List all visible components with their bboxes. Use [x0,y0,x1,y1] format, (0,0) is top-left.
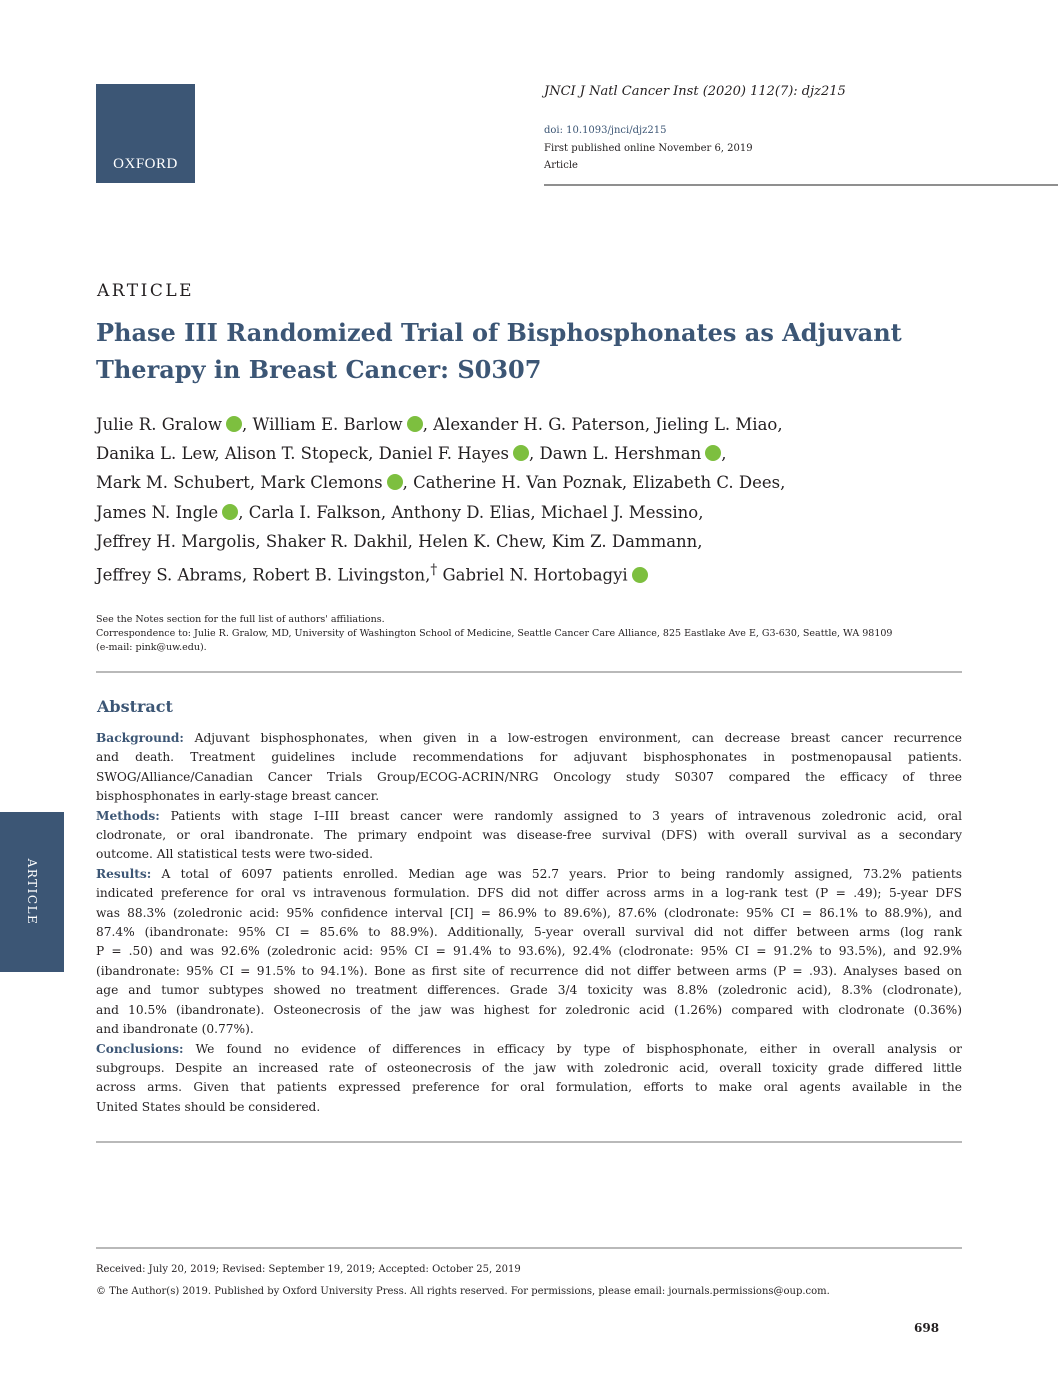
abstract-line: and death. Treatment guidelines include recommendations for adjuvant bisphosphonates in postmenopausal patients. [96,750,962,765]
abstract-line [96,1040,962,1059]
side-tab-label: ARTICLE [25,858,39,926]
abstract-line: outcome. All statistical tests were two-sided. [96,847,373,862]
conclusions-text: We found no evidence of differences in efficacy by type of bisphosphonate, either in overall analysis or [183,1041,962,1056]
dagger-mark: † [430,562,438,579]
received-dates: Received: July 20, 2019; Revised: September 19, 2019; Accepted: October 25, 2019 [96,1264,521,1275]
orcid-icon[interactable] [632,567,648,583]
copyright-notice: © The Author(s) 2019. Published by Oxford University Press. All rights reserved. For permissions, please email: journals.permissions@oup.com. [96,1286,830,1297]
email-note[interactable]: (e-mail: pink@uw.edu). [96,642,207,653]
author-text: , Carla I. Falkson, Anthony D. Elias, Michael J. Messino, [238,502,704,522]
journal-citation: JNCI J Natl Cancer Inst (2020) 112(7): djz215 [544,84,846,99]
methods-label: Methods: [96,808,160,823]
abstract-top-divider [96,671,962,673]
conclusions-label: Conclusions: [96,1041,184,1056]
abstract-line: indicated preference for oral vs intravenous formulation. DFS did not differ across arms in a log-rank test (P = .49); 5-year DFS [96,886,962,901]
author-text: Julie R. Gralow [96,415,222,434]
author-line [96,556,956,590]
orcid-icon[interactable] [705,445,721,461]
header-divider [544,184,1058,186]
author-text: Jeffrey S. Abrams, Robert B. Livingston, [96,565,431,585]
author-text: , Catherine H. Van Poznak, Elizabeth C. Dees, [402,473,786,493]
abstract-line [96,807,962,826]
section-side-tab [0,812,64,972]
author-text: , William E. Barlow [241,415,403,434]
oxford-logo [96,84,195,183]
article-title: Phase III Randomized Trial of Bisphosphonates as Adjuvant Therapy in Breast Cancer: S0307 [96,318,902,384]
author-text: James N. Ingle [96,502,219,522]
correspondence-note: Correspondence to: Julie R. Gralow, MD, University of Washington School of Medicine, Seattle Cancer Care Alliance, 825 Eastlake Ave E, G3-630, Seattle, WA 98109 [96,628,893,639]
publisher-name: OXFORD [113,156,178,172]
orcid-icon[interactable] [222,504,238,520]
results-label: Results: [96,866,152,881]
abstract-line: 87.4% (ibandronate: 95% CI = 85.6% to 88.9%). Additionally, 5-year overall survival did not differ between arms (log rank [96,925,962,940]
author-list [96,410,956,590]
abstract-line: and ibandronate (0.77%). [96,1022,254,1037]
background-text: Adjuvant bisphosphonates, when given in a low-estrogen environment, can decrease breast cancer recurrence [183,731,962,745]
abstract-line: was 88.3% (zoledronic acid: 95% confidence interval [CI] = 86.9% to 89.6%), 87.6% (clodronate: 95% CI = 86.1% to 88.9%), and [96,905,962,920]
abstract-line [96,729,962,748]
author-line [96,439,956,468]
author-text: Gabriel N. Hortobagyi [437,565,628,585]
abstract-line: bisphosphonates in early-stage breast cancer. [96,789,380,804]
author-text: , Alexander H. G. Paterson, Jieling L. Miao, [422,415,783,434]
orcid-icon[interactable] [387,474,403,490]
author-line [96,410,956,439]
methods-text: Patients with stage I–III breast cancer were randomly assigned to 3 years of intravenous zoledronic acid, oral [159,808,962,823]
orcid-icon[interactable] [226,416,242,432]
abstract-line: and 10.5% (ibandronate). Osteonecrosis of the jaw was highest for zoledronic acid (1.26%) compared with clodronate (0.36%) [96,1002,962,1017]
author-text: Jeffrey H. Margolis, Shaker R. Dakhil, Helen K. Chew, Kim Z. Dammann, [96,531,703,551]
orcid-icon[interactable] [407,416,423,432]
abstract-line: clodronate, or oral ibandronate. The primary endpoint was disease-free survival (DFS) with overall survival as a secondary [96,828,962,843]
abstract-line: SWOG/Alliance/Canadian Cancer Trials Group/ECOG-ACRIN/NRG Oncology study S0307 compared the efficacy of three [96,769,962,784]
article-type: Article [544,160,578,171]
affiliations-note: See the Notes section for the full list of authors' affiliations. [96,614,385,625]
background-label: Background: [96,731,184,745]
first-published-date: First published online November 6, 2019 [544,143,753,154]
doi-link[interactable]: doi: 10.1093/jnci/djz215 [544,125,667,136]
results-text: A total of 6097 patients enrolled. Median age was 52.7 years. Prior to being randomly assigned, 73.2% patients [151,866,962,881]
abstract-heading: Abstract [97,697,173,716]
abstract-line: across arms. Given that patients expressed preference for oral formulation, efforts to make oral agents available in the [96,1080,962,1095]
abstract-line: subgroups. Despite an increased rate of osteonecrosis of the jaw with zoledronic acid, overall toxicity grade differed little [96,1060,962,1075]
abstract-line: age and tumor subtypes showed no treatment differences. Grade 3/4 toxicity was 8.8% (zoledronic acid), 8.3% (clodronate), [96,983,962,998]
article-kicker: ARTICLE [97,281,195,301]
abstract-body [96,729,962,1117]
orcid-icon[interactable] [513,445,529,461]
author-line [96,468,956,497]
author-text: , [721,444,727,464]
author-text: Mark M. Schubert, Mark Clemons [96,473,383,493]
footer-divider [96,1247,962,1249]
author-notes [96,613,976,655]
abstract-line: United States should be considered. [96,1099,321,1114]
author-line [96,498,956,527]
author-line [96,527,956,556]
abstract-bottom-divider [96,1141,962,1143]
abstract-line: P = .50) and was 92.6% (zoledronic acid: 95% CI = 91.4% to 93.6%), 92.4% (clodronate: 95% CI = 91.2% to 93.5%), and 92.9% [96,944,962,959]
author-text: , Dawn L. Hershman [529,444,702,464]
page-number: 698 [914,1321,940,1335]
abstract-line: (ibandronate: 95% CI = 91.5% to 94.1%). Bone as first site of recurrence did not differ between arms (P = .93). Analyses based on [96,963,962,978]
abstract-line [96,865,962,884]
author-text: Danika L. Lew, Alison T. Stopeck, Daniel F. Hayes [96,444,510,464]
